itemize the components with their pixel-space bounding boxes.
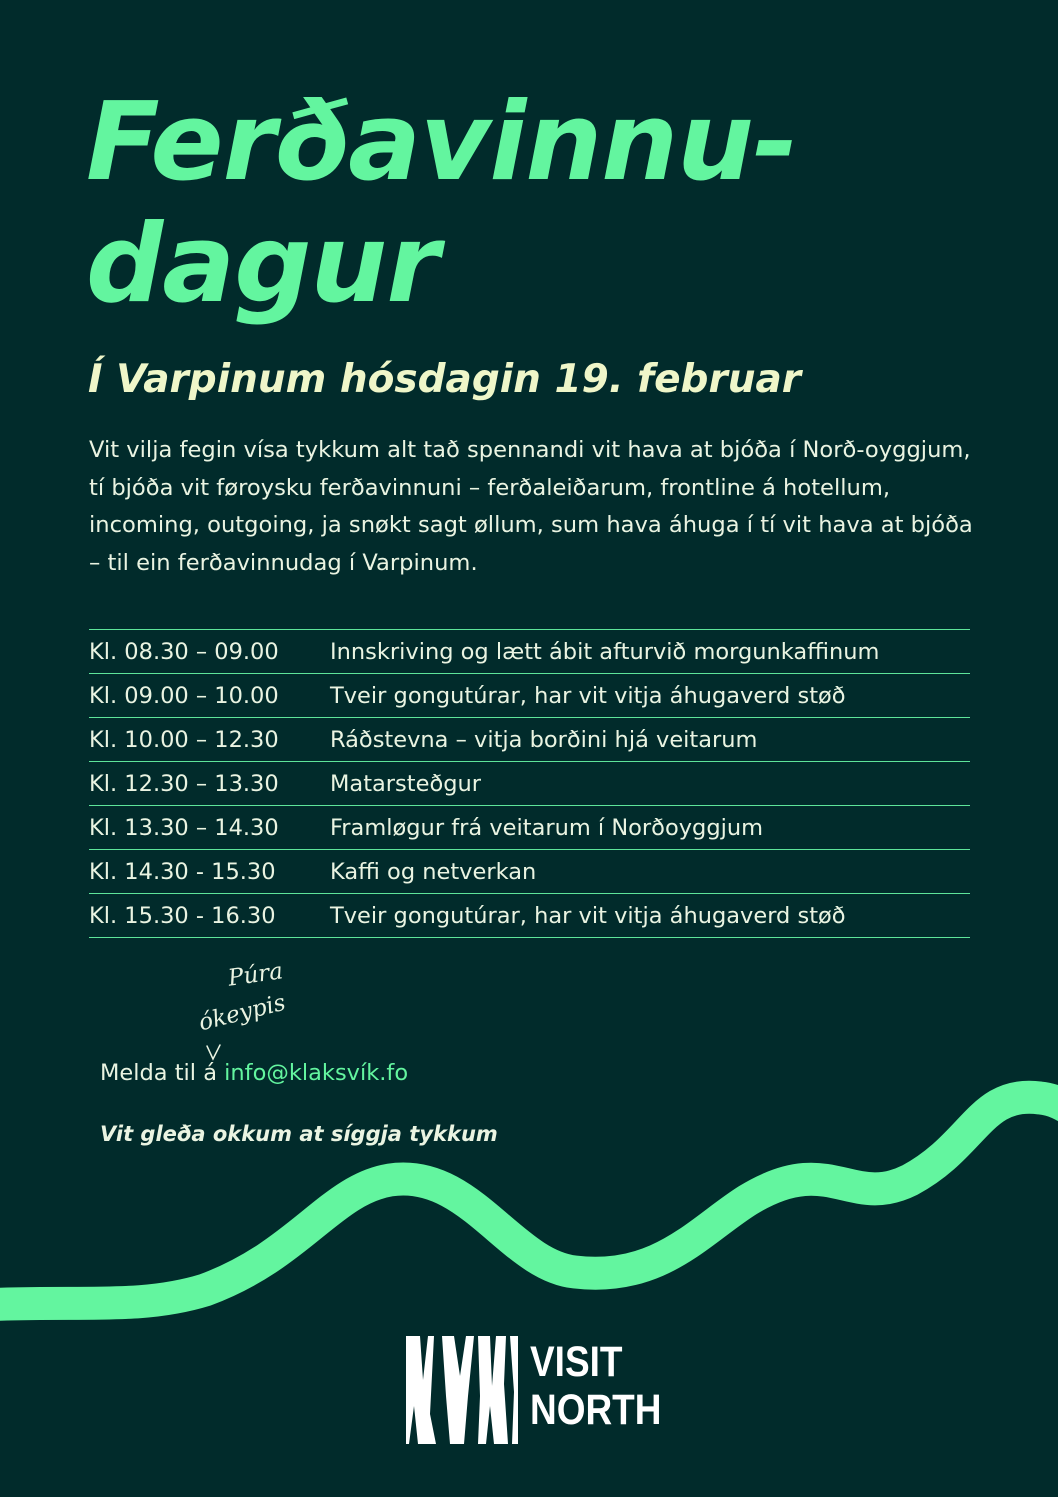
schedule-description: Tveir gongutúrar, har vit vitja áhugaverd støð: [330, 902, 846, 929]
schedule-row: [89, 630, 970, 674]
schedule-time: Kl. 10.00 – 12.30: [89, 726, 279, 753]
title-line-2: dagur: [86, 202, 439, 327]
schedule-description: Kaffi og netverkan: [330, 858, 537, 885]
closing-line: Vit gleða okkum at síggja tykkum: [100, 1122, 498, 1146]
registration-prefix: Melda til á: [100, 1060, 217, 1086]
schedule-row: [89, 718, 970, 762]
email-link[interactable]: info@klaksvík.fo: [224, 1060, 409, 1086]
intro-paragraph: Vit vilja fegin vísa tykkum alt tað spennandi vit hava at bjóða í Norð-oyggjum, tí bjóða vit føroysku ferðavinnuni – ferðaleiðarum, frontline á hotellum, incoming, outgoing, ja snøkt sagt øllum, sum hava áhuga í tí vit hava at bjóða – til ein ferðavinnudag í Varpinum.: [89, 437, 973, 576]
title-line-1: Ferðavinnu-: [86, 80, 797, 205]
schedule-row: [89, 806, 970, 850]
event-subtitle: Í Varpinum hósdagin 19. februar: [88, 357, 802, 402]
schedule-row: [89, 850, 970, 894]
schedule-row: [89, 894, 970, 938]
handwritten-note-line-1: Púra: [226, 958, 285, 992]
registration-line: [100, 1056, 408, 1090]
schedule-description: Matarsteðgur: [330, 770, 482, 797]
schedule-time: Kl. 12.30 – 13.30: [89, 770, 279, 797]
schedule-time: Kl. 13.30 – 14.30: [89, 814, 279, 841]
schedule-table: [89, 629, 970, 938]
schedule-description: Ráðstevna – vitja borðini hjá veitarum: [330, 726, 758, 753]
schedule-time: Kl. 14.30 - 15.30: [89, 858, 276, 885]
event-title: [86, 82, 986, 326]
schedule-description: Tveir gongutúrar, har vit vitja áhugaverd støð: [330, 682, 846, 709]
logo-wordmark: [530, 1338, 661, 1434]
logo-line-2: NORTH: [530, 1386, 662, 1434]
handwritten-note-line-2: ókeypis: [196, 989, 289, 1037]
schedule-description: Innskriving og lætt ábit afturvið morgunkaffinum: [330, 638, 880, 665]
schedule-row: [89, 762, 970, 806]
schedule-time: Kl. 15.30 - 16.30: [89, 902, 276, 929]
schedule-description: Framløgur frá veitarum í Norðoyggjum: [330, 814, 764, 841]
schedule-row: [89, 674, 970, 718]
logo-line-1: VISIT: [530, 1338, 623, 1386]
schedule-time: Kl. 09.00 – 10.00: [89, 682, 279, 709]
visit-north-logo-icon: [406, 1336, 518, 1444]
schedule-time: Kl. 08.30 – 09.00: [89, 638, 279, 665]
